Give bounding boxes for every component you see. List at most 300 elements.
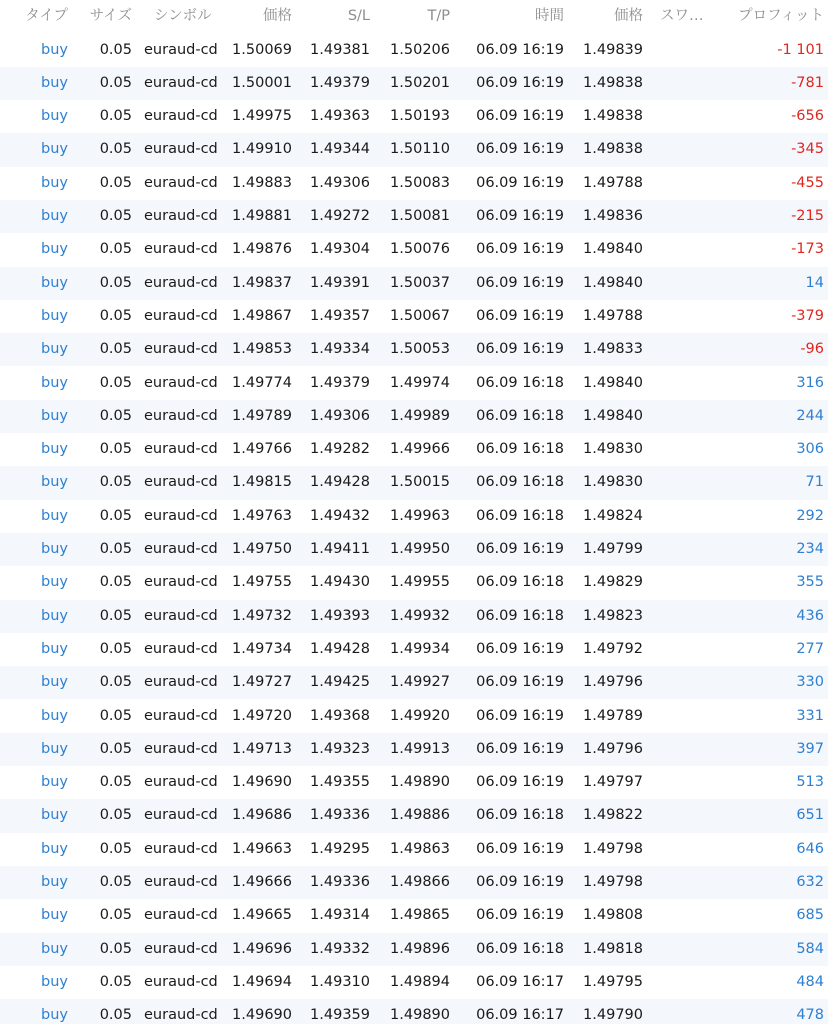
table-row[interactable] bbox=[0, 899, 828, 932]
cell-tp: 1.49963 bbox=[390, 507, 450, 524]
cell-price: 1.49910 bbox=[232, 141, 292, 158]
cell-symbol: euraud-cd bbox=[144, 41, 218, 58]
cell-profit: -96 bbox=[800, 341, 824, 358]
cell-size: 0.05 bbox=[99, 74, 132, 91]
table-row[interactable] bbox=[0, 367, 828, 400]
cell-symbol: euraud-cd bbox=[144, 208, 218, 224]
cell-time: 06.09 16:18 bbox=[476, 574, 564, 591]
cell-symbol: euraud-cd bbox=[144, 607, 218, 624]
cell-sl: 1.49428 bbox=[310, 640, 370, 657]
cell-symbol: euraud-cd bbox=[144, 707, 218, 724]
cell-tp: 1.49890 bbox=[390, 1007, 450, 1024]
cell-sl: 1.49428 bbox=[310, 474, 370, 491]
cell-price: 1.49734 bbox=[232, 640, 292, 657]
cell-price: 1.49690 bbox=[232, 774, 292, 791]
cell-profit: -455 bbox=[791, 174, 824, 191]
cell-type: buy bbox=[41, 341, 68, 358]
cell-current-price: 1.49792 bbox=[583, 640, 643, 657]
cell-sl: 1.49379 bbox=[310, 74, 370, 91]
cell-type: buy bbox=[41, 74, 68, 91]
cell-sl: 1.49359 bbox=[310, 1007, 370, 1024]
cell-time: 06.09 16:17 bbox=[476, 1007, 564, 1024]
cell-size: 0.05 bbox=[99, 640, 132, 657]
cell-current-price: 1.49838 bbox=[583, 141, 643, 158]
cell-symbol: euraud-cd bbox=[144, 108, 218, 125]
cell-profit: 484 bbox=[796, 973, 824, 990]
cell-symbol: euraud-cd bbox=[144, 774, 218, 791]
cell-symbol: euraud-cd bbox=[144, 973, 218, 990]
cell-current-price: 1.49790 bbox=[583, 1007, 643, 1024]
cell-size: 0.05 bbox=[99, 607, 132, 624]
cell-size: 0.05 bbox=[99, 907, 132, 924]
cell-price: 1.49750 bbox=[232, 541, 292, 557]
cell-sl: 1.49306 bbox=[310, 407, 370, 424]
cell-type: buy bbox=[41, 707, 68, 724]
cell-tp: 1.50076 bbox=[390, 241, 450, 258]
cell-profit: 14 bbox=[805, 274, 824, 291]
cell-profit: 316 bbox=[796, 374, 824, 391]
table-row[interactable] bbox=[0, 799, 828, 832]
column-header-profit[interactable]: プロフィット bbox=[738, 8, 824, 24]
cell-tp: 1.49989 bbox=[390, 407, 450, 424]
cell-profit: -215 bbox=[791, 208, 824, 224]
cell-tp: 1.49927 bbox=[390, 674, 450, 691]
cell-type: buy bbox=[41, 973, 68, 990]
cell-tp: 1.50206 bbox=[390, 41, 450, 58]
cell-price: 1.49853 bbox=[232, 341, 292, 358]
cell-size: 0.05 bbox=[99, 108, 132, 125]
cell-current-price: 1.49824 bbox=[583, 507, 643, 524]
cell-type: buy bbox=[41, 141, 68, 158]
cell-profit: -781 bbox=[791, 74, 824, 91]
table-row[interactable] bbox=[0, 300, 828, 333]
cell-type: buy bbox=[41, 174, 68, 191]
cell-symbol: euraud-cd bbox=[144, 1007, 218, 1024]
cell-type: buy bbox=[41, 774, 68, 791]
cell-tp: 1.49932 bbox=[390, 607, 450, 624]
cell-type: buy bbox=[41, 241, 68, 258]
column-header-size[interactable]: サイズ bbox=[89, 8, 132, 24]
cell-size: 0.05 bbox=[99, 940, 132, 957]
cell-tp: 1.49865 bbox=[390, 907, 450, 924]
cell-sl: 1.49432 bbox=[310, 507, 370, 524]
table-row[interactable] bbox=[0, 233, 828, 266]
cell-symbol: euraud-cd bbox=[144, 541, 218, 557]
cell-size: 0.05 bbox=[99, 541, 132, 557]
cell-tp: 1.49890 bbox=[390, 774, 450, 791]
cell-size: 0.05 bbox=[99, 374, 132, 391]
cell-price: 1.49815 bbox=[232, 474, 292, 491]
cell-price: 1.49755 bbox=[232, 574, 292, 591]
cell-price: 1.49876 bbox=[232, 241, 292, 258]
table-row[interactable] bbox=[0, 433, 828, 466]
column-header-current-price[interactable]: 価格 bbox=[614, 8, 643, 24]
cell-current-price: 1.49840 bbox=[583, 241, 643, 258]
cell-time: 06.09 16:19 bbox=[476, 774, 564, 791]
table-row[interactable] bbox=[0, 999, 828, 1024]
cell-profit: -173 bbox=[791, 241, 824, 258]
cell-price: 1.49713 bbox=[232, 740, 292, 757]
cell-price: 1.49720 bbox=[232, 707, 292, 724]
table-row[interactable] bbox=[0, 167, 828, 200]
cell-time: 06.09 16:19 bbox=[476, 541, 564, 557]
cell-size: 0.05 bbox=[99, 1007, 132, 1024]
cell-time: 06.09 16:19 bbox=[476, 674, 564, 691]
cell-tp: 1.50081 bbox=[390, 208, 450, 224]
table-row[interactable] bbox=[0, 700, 828, 733]
cell-tp: 1.49974 bbox=[390, 374, 450, 391]
cell-sl: 1.49344 bbox=[310, 141, 370, 158]
cell-tp: 1.49955 bbox=[390, 574, 450, 591]
cell-profit: 292 bbox=[796, 507, 824, 524]
cell-current-price: 1.49796 bbox=[583, 740, 643, 757]
table-row[interactable] bbox=[0, 766, 828, 799]
table-row[interactable] bbox=[0, 600, 828, 633]
cell-symbol: euraud-cd bbox=[144, 274, 218, 291]
cell-profit: -345 bbox=[791, 141, 824, 158]
cell-size: 0.05 bbox=[99, 274, 132, 291]
cell-profit: 584 bbox=[796, 940, 824, 957]
column-header-symbol[interactable]: シンボル bbox=[154, 8, 212, 24]
cell-current-price: 1.49798 bbox=[583, 874, 643, 890]
cell-symbol: euraud-cd bbox=[144, 141, 218, 158]
cell-time: 06.09 16:19 bbox=[476, 740, 564, 757]
cell-current-price: 1.49838 bbox=[583, 74, 643, 91]
table-row[interactable] bbox=[0, 933, 828, 966]
cell-tp: 1.50110 bbox=[390, 141, 450, 158]
cell-price: 1.50069 bbox=[232, 41, 292, 58]
cell-current-price: 1.49840 bbox=[583, 274, 643, 291]
cell-price: 1.49837 bbox=[232, 274, 292, 291]
table-row[interactable] bbox=[0, 34, 828, 67]
cell-type: buy bbox=[41, 274, 68, 291]
cell-time: 06.09 16:19 bbox=[476, 274, 564, 291]
table-row[interactable] bbox=[0, 400, 828, 433]
cell-current-price: 1.49808 bbox=[583, 907, 643, 924]
cell-type: buy bbox=[41, 907, 68, 924]
cell-type: buy bbox=[41, 441, 68, 458]
cell-tp: 1.49966 bbox=[390, 441, 450, 458]
cell-sl: 1.49272 bbox=[310, 208, 370, 224]
cell-time: 06.09 16:19 bbox=[476, 241, 564, 258]
cell-type: buy bbox=[41, 307, 68, 324]
table-row[interactable] bbox=[0, 966, 828, 999]
cell-size: 0.05 bbox=[99, 141, 132, 158]
cell-tp: 1.50201 bbox=[390, 74, 450, 91]
cell-tp: 1.49920 bbox=[390, 707, 450, 724]
cell-type: buy bbox=[41, 407, 68, 424]
column-header-tp[interactable]: T/P bbox=[427, 8, 450, 24]
cell-price: 1.49663 bbox=[232, 840, 292, 857]
cell-tp: 1.49866 bbox=[390, 874, 450, 890]
cell-sl: 1.49295 bbox=[310, 840, 370, 857]
cell-price: 1.49883 bbox=[232, 174, 292, 191]
cell-sl: 1.49336 bbox=[310, 874, 370, 890]
cell-symbol: euraud-cd bbox=[144, 840, 218, 857]
cell-tp: 1.49934 bbox=[390, 640, 450, 657]
column-header-price[interactable]: 価格 bbox=[263, 8, 292, 24]
cell-size: 0.05 bbox=[99, 674, 132, 691]
cell-time: 06.09 16:19 bbox=[476, 208, 564, 224]
cell-tp: 1.49950 bbox=[390, 541, 450, 557]
cell-price: 1.49666 bbox=[232, 874, 292, 890]
cell-time: 06.09 16:19 bbox=[476, 108, 564, 125]
cell-sl: 1.49430 bbox=[310, 574, 370, 591]
cell-size: 0.05 bbox=[99, 241, 132, 258]
cell-current-price: 1.49829 bbox=[583, 574, 643, 591]
cell-profit: -379 bbox=[791, 307, 824, 324]
cell-tp: 1.49886 bbox=[390, 807, 450, 824]
cell-type: buy bbox=[41, 874, 68, 890]
cell-time: 06.09 16:18 bbox=[476, 374, 564, 391]
cell-type: buy bbox=[41, 1007, 68, 1024]
cell-current-price: 1.49838 bbox=[583, 108, 643, 125]
cell-sl: 1.49334 bbox=[310, 341, 370, 358]
column-header-time[interactable]: 時間 bbox=[535, 8, 564, 24]
cell-tp: 1.50053 bbox=[390, 341, 450, 358]
cell-time: 06.09 16:18 bbox=[476, 607, 564, 624]
cell-type: buy bbox=[41, 108, 68, 125]
table-row[interactable] bbox=[0, 466, 828, 499]
cell-current-price: 1.49818 bbox=[583, 940, 643, 957]
cell-time: 06.09 16:19 bbox=[476, 874, 564, 890]
cell-size: 0.05 bbox=[99, 474, 132, 491]
cell-type: buy bbox=[41, 574, 68, 591]
cell-price: 1.50001 bbox=[232, 74, 292, 91]
cell-tp: 1.49896 bbox=[390, 940, 450, 957]
cell-profit: 478 bbox=[796, 1007, 824, 1024]
cell-sl: 1.49363 bbox=[310, 108, 370, 125]
cell-symbol: euraud-cd bbox=[144, 74, 218, 91]
cell-price: 1.49975 bbox=[232, 108, 292, 125]
cell-symbol: euraud-cd bbox=[144, 674, 218, 691]
cell-time: 06.09 16:19 bbox=[476, 907, 564, 924]
cell-tp: 1.50083 bbox=[390, 174, 450, 191]
cell-profit: 513 bbox=[796, 774, 824, 791]
cell-sl: 1.49282 bbox=[310, 441, 370, 458]
cell-price: 1.49766 bbox=[232, 441, 292, 458]
cell-time: 06.09 16:19 bbox=[476, 840, 564, 857]
cell-symbol: euraud-cd bbox=[144, 740, 218, 757]
table-row[interactable] bbox=[0, 267, 828, 300]
cell-time: 06.09 16:19 bbox=[476, 307, 564, 324]
table-row[interactable] bbox=[0, 733, 828, 766]
cell-tp: 1.49913 bbox=[390, 740, 450, 757]
cell-current-price: 1.49797 bbox=[583, 774, 643, 791]
cell-symbol: euraud-cd bbox=[144, 640, 218, 657]
cell-tp: 1.50067 bbox=[390, 307, 450, 324]
cell-time: 06.09 16:17 bbox=[476, 973, 564, 990]
table-row[interactable] bbox=[0, 333, 828, 366]
cell-symbol: euraud-cd bbox=[144, 441, 218, 458]
cell-type: buy bbox=[41, 940, 68, 957]
cell-profit: 277 bbox=[796, 640, 824, 657]
cell-symbol: euraud-cd bbox=[144, 374, 218, 391]
cell-symbol: euraud-cd bbox=[144, 474, 218, 491]
cell-size: 0.05 bbox=[99, 507, 132, 524]
cell-type: buy bbox=[41, 41, 68, 58]
cell-size: 0.05 bbox=[99, 707, 132, 724]
cell-symbol: euraud-cd bbox=[144, 241, 218, 258]
cell-current-price: 1.49833 bbox=[583, 341, 643, 358]
cell-sl: 1.49355 bbox=[310, 774, 370, 791]
cell-time: 06.09 16:19 bbox=[476, 41, 564, 58]
cell-current-price: 1.49840 bbox=[583, 374, 643, 391]
cell-current-price: 1.49788 bbox=[583, 307, 643, 324]
cell-sl: 1.49310 bbox=[310, 973, 370, 990]
cell-price: 1.49763 bbox=[232, 507, 292, 524]
table-row[interactable] bbox=[0, 67, 828, 100]
cell-size: 0.05 bbox=[99, 973, 132, 990]
cell-price: 1.49686 bbox=[232, 807, 292, 824]
cell-type: buy bbox=[41, 740, 68, 757]
table-header bbox=[0, 0, 828, 33]
cell-current-price: 1.49798 bbox=[583, 840, 643, 857]
cell-price: 1.49789 bbox=[232, 407, 292, 424]
cell-time: 06.09 16:18 bbox=[476, 507, 564, 524]
cell-type: buy bbox=[41, 607, 68, 624]
cell-time: 06.09 16:18 bbox=[476, 807, 564, 824]
cell-tp: 1.50015 bbox=[390, 474, 450, 491]
table-row[interactable] bbox=[0, 666, 828, 699]
cell-size: 0.05 bbox=[99, 874, 132, 890]
cell-profit: 397 bbox=[796, 740, 824, 757]
cell-current-price: 1.49788 bbox=[583, 174, 643, 191]
cell-current-price: 1.49840 bbox=[583, 407, 643, 424]
cell-symbol: euraud-cd bbox=[144, 507, 218, 524]
cell-profit: 646 bbox=[796, 840, 824, 857]
cell-profit: 330 bbox=[796, 674, 824, 691]
cell-price: 1.49694 bbox=[232, 973, 292, 990]
cell-type: buy bbox=[41, 840, 68, 857]
cell-current-price: 1.49823 bbox=[583, 607, 643, 624]
cell-profit: 234 bbox=[796, 541, 824, 557]
cell-symbol: euraud-cd bbox=[144, 940, 218, 957]
table-row[interactable] bbox=[0, 633, 828, 666]
cell-sl: 1.49391 bbox=[310, 274, 370, 291]
cell-symbol: euraud-cd bbox=[144, 907, 218, 924]
cell-price: 1.49732 bbox=[232, 607, 292, 624]
cell-size: 0.05 bbox=[99, 807, 132, 824]
cell-sl: 1.49306 bbox=[310, 174, 370, 191]
cell-symbol: euraud-cd bbox=[144, 874, 218, 890]
cell-current-price: 1.49830 bbox=[583, 441, 643, 458]
cell-profit: 71 bbox=[805, 474, 824, 491]
cell-current-price: 1.49796 bbox=[583, 674, 643, 691]
cell-symbol: euraud-cd bbox=[144, 574, 218, 591]
cell-profit: 632 bbox=[796, 874, 824, 890]
cell-size: 0.05 bbox=[99, 740, 132, 757]
cell-size: 0.05 bbox=[99, 41, 132, 58]
cell-type: buy bbox=[41, 640, 68, 657]
cell-type: buy bbox=[41, 474, 68, 491]
cell-profit: 355 bbox=[796, 574, 824, 591]
cell-size: 0.05 bbox=[99, 174, 132, 191]
cell-symbol: euraud-cd bbox=[144, 807, 218, 824]
cell-sl: 1.49425 bbox=[310, 674, 370, 691]
table-row[interactable] bbox=[0, 500, 828, 533]
cell-type: buy bbox=[41, 507, 68, 524]
cell-current-price: 1.49799 bbox=[583, 541, 643, 557]
cell-size: 0.05 bbox=[99, 840, 132, 857]
cell-profit: 651 bbox=[796, 807, 824, 824]
cell-time: 06.09 16:18 bbox=[476, 940, 564, 957]
cell-sl: 1.49336 bbox=[310, 807, 370, 824]
cell-sl: 1.49411 bbox=[310, 541, 370, 557]
cell-tp: 1.49894 bbox=[390, 973, 450, 990]
cell-profit: 436 bbox=[796, 607, 824, 624]
cell-current-price: 1.49839 bbox=[583, 41, 643, 58]
cell-profit: 685 bbox=[796, 907, 824, 924]
cell-sl: 1.49323 bbox=[310, 740, 370, 757]
cell-time: 06.09 16:19 bbox=[476, 341, 564, 358]
cell-sl: 1.49379 bbox=[310, 374, 370, 391]
table-row[interactable] bbox=[0, 533, 828, 566]
cell-type: buy bbox=[41, 374, 68, 391]
column-header-type[interactable]: タイプ bbox=[25, 8, 68, 24]
cell-time: 06.09 16:18 bbox=[476, 407, 564, 424]
cell-time: 06.09 16:18 bbox=[476, 441, 564, 458]
cell-time: 06.09 16:18 bbox=[476, 474, 564, 491]
cell-price: 1.49727 bbox=[232, 674, 292, 691]
cell-time: 06.09 16:19 bbox=[476, 174, 564, 191]
cell-size: 0.05 bbox=[99, 441, 132, 458]
table-row[interactable] bbox=[0, 833, 828, 866]
table-row[interactable] bbox=[0, 200, 828, 233]
cell-profit: -656 bbox=[791, 108, 824, 125]
table-row[interactable] bbox=[0, 133, 828, 166]
cell-type: buy bbox=[41, 541, 68, 557]
cell-price: 1.49696 bbox=[232, 940, 292, 957]
table-row[interactable] bbox=[0, 566, 828, 599]
cell-profit: 331 bbox=[796, 707, 824, 724]
cell-sl: 1.49393 bbox=[310, 607, 370, 624]
cell-tp: 1.49863 bbox=[390, 840, 450, 857]
cell-tp: 1.50037 bbox=[390, 274, 450, 291]
cell-type: buy bbox=[41, 208, 68, 224]
cell-price: 1.49774 bbox=[232, 374, 292, 391]
cell-time: 06.09 16:19 bbox=[476, 640, 564, 657]
cell-profit: 244 bbox=[796, 407, 824, 424]
cell-type: buy bbox=[41, 807, 68, 824]
cell-symbol: euraud-cd bbox=[144, 341, 218, 358]
cell-profit: -1 101 bbox=[777, 41, 824, 58]
table-row[interactable] bbox=[0, 100, 828, 133]
cell-sl: 1.49381 bbox=[310, 41, 370, 58]
cell-symbol: euraud-cd bbox=[144, 407, 218, 424]
cell-symbol: euraud-cd bbox=[144, 174, 218, 191]
cell-current-price: 1.49822 bbox=[583, 807, 643, 824]
cell-time: 06.09 16:19 bbox=[476, 707, 564, 724]
cell-type: buy bbox=[41, 674, 68, 691]
cell-tp: 1.50193 bbox=[390, 108, 450, 125]
cell-time: 06.09 16:19 bbox=[476, 74, 564, 91]
table-row[interactable] bbox=[0, 866, 828, 899]
cell-price: 1.49881 bbox=[232, 208, 292, 224]
cell-size: 0.05 bbox=[99, 774, 132, 791]
column-header-swap[interactable]: スワ… bbox=[660, 8, 704, 24]
cell-size: 0.05 bbox=[99, 307, 132, 324]
cell-symbol: euraud-cd bbox=[144, 307, 218, 324]
cell-sl: 1.49314 bbox=[310, 907, 370, 924]
cell-size: 0.05 bbox=[99, 208, 132, 224]
column-header-sl[interactable]: S/L bbox=[347, 8, 370, 24]
cell-current-price: 1.49836 bbox=[583, 208, 643, 224]
cell-sl: 1.49368 bbox=[310, 707, 370, 724]
cell-size: 0.05 bbox=[99, 341, 132, 358]
cell-current-price: 1.49795 bbox=[583, 973, 643, 990]
cell-size: 0.05 bbox=[99, 574, 132, 591]
